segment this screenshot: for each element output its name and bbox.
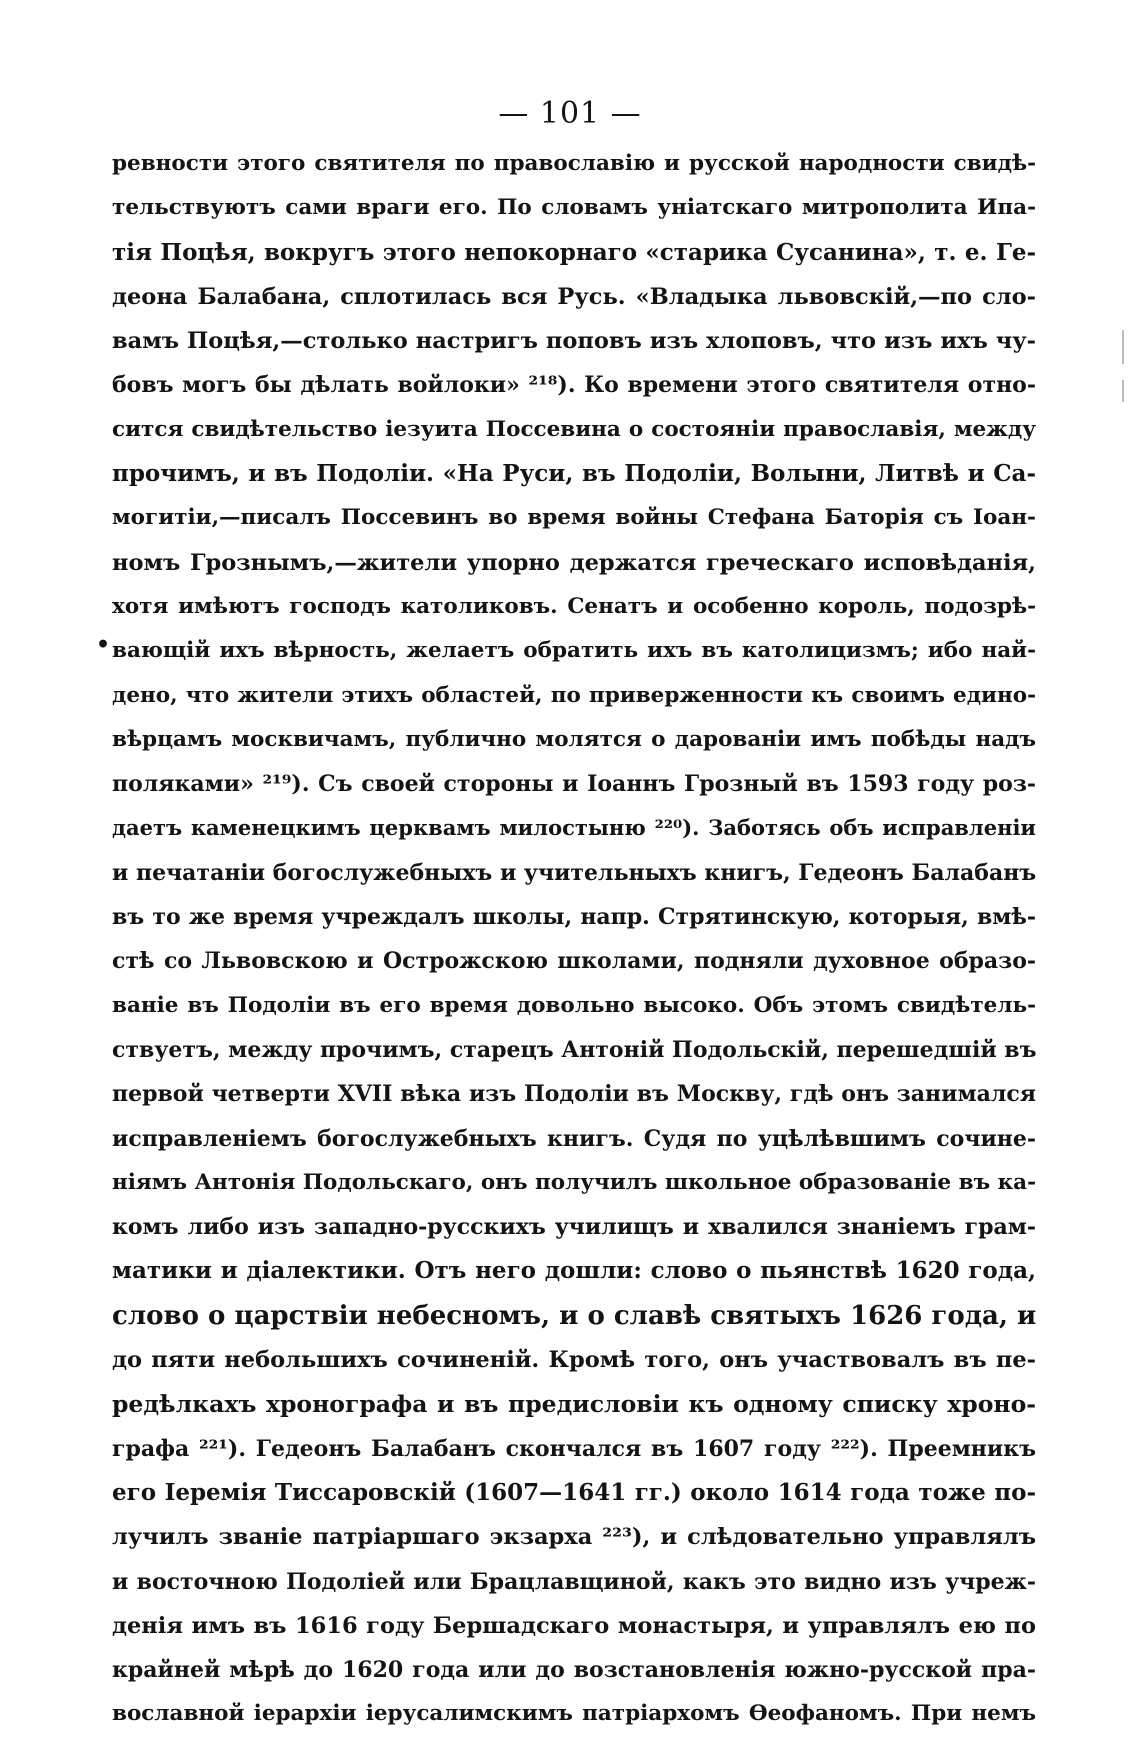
text-line: редѣлкахъ хронографа и въ предисловіи къ одному списку хроно- [112,1390,1036,1419]
text-line: матики и діалектики. Отъ него дошли: слово о пьянствѣ 1620 года, [112,1257,1036,1285]
page-edge-mark [1122,330,1124,364]
text-line: крайней мѣрѣ до 1620 года или до возстановленія южно-русской пра- [112,1657,1036,1684]
text-line: до пяти небольшихъ сочиненій. Кромѣ того, онъ участвовалъ въ пе- [112,1347,1036,1374]
text-line: графа ²²¹). Гедеонъ Балабанъ скончался въ 1607 году ²²²). Преемникъ [112,1435,1036,1462]
text-line: вающій ихъ вѣрность, желаетъ обратить ихъ въ католицизмъ; ибо най- [112,638,1036,664]
text-line: ревности этого святителя по православію и русской народности свидѣ- [112,151,1036,176]
text-line: вѣрцамъ москвичамъ, публично молятся о дарованіи имъ побѣды надъ [112,726,1036,752]
text-line: могитіи,—писалъ Поссевинъ во время войны Стефана Баторія съ Іоан- [112,505,1036,531]
text-line: стѣ со Львовскою и Острожскою школами, подняли духовное образо- [112,948,1036,975]
text-line: и восточною Подоліей или Брацлавщиной, какъ это видно изъ учреж- [112,1568,1036,1595]
page-edge-mark [1122,380,1124,402]
text-line: слово о царствіи небесномъ, и о славѣ святыхъ 1626 года, и [112,1300,1037,1331]
text-line: комъ либо изъ западно-русскихъ училищъ и хвалился знаніемъ грам- [112,1214,1036,1241]
text-line: исправленіемъ богослужебныхъ книгъ. Судя по уцѣлѣвшимъ сочине- [112,1125,1036,1152]
text-line: даетъ каменецкимъ церквамъ милостыню ²²⁰). Заботясь объ исправленіи [112,815,1036,841]
text-line: номъ Грознымъ,—жители упорно держатся греческаго исповѣданія, [112,549,1036,576]
text-line: бовъ могъ бы дѣлать войлоки» ²¹⁸). Ко времени этого святителя отно- [112,372,1036,399]
text-line: первой четверти XVII вѣка изъ Подоліи въ Москву, гдѣ онъ занимался [112,1081,1036,1108]
text-line: деона Балабана, сплотилась вся Русь. «Владыка львовскій,—по сло- [112,283,1036,310]
text-line: поляками» ²¹⁹). Съ своей стороны и Іоаннъ Грозный въ 1593 году роз- [112,771,1036,798]
text-line: дено, что жители этихъ областей, по приверженности къ своимъ едино- [112,682,1036,708]
text-line: тія Поцѣя, вокругъ этого непокорнаго «старика Сусанина», т. е. Ге- [112,238,1036,266]
text-line: ствуетъ, между прочимъ, старецъ Антоній Подольскій, перешедшій въ [112,1036,1037,1063]
text-line: и печатаніи богослужебныхъ и учительныхъ книгъ, Гедеонъ Балабанъ [112,859,1037,886]
text-line: денія имъ въ 1616 году Бершадскаго монастыря, и управлялъ ею по [112,1612,1036,1639]
text-line: лучилъ званіе патріаршаго экзарха ²²³), и слѣдовательно управлялъ [112,1524,1036,1551]
page-number: — 101 — [498,96,642,131]
text-line: хотя имѣютъ господъ католиковъ. Сенатъ и особенно король, подозрѣ- [112,593,1036,619]
text-line: тельствуютъ сами враги его. По словамъ уніатскаго митрополита Ипа- [112,195,1036,221]
margin-mark: • [96,632,111,658]
text-line: сится свидѣтельство іезуита Поссевина о состояніи православія, между [112,416,1036,442]
text-line: его Іеремія Тиссаровскій (1607—1641 гг.) около 1614 года тоже по- [112,1478,1036,1506]
text-line: ваніе въ Подоліи въ его время довольно высоко. Объ этомъ свидѣтель- [112,992,1036,1018]
text-line: вославной іерархіи іерусалимскимъ патріархомъ Ѳеофаномъ. При немъ [112,1701,1036,1727]
text-line: ніямъ Антонія Подольскаго, онъ получилъ школьное образованіе въ ка- [112,1169,1036,1195]
text-line: въ то же время учреждалъ школы, напр. Стрятинскую, которыя, вмѣ- [112,904,1036,931]
text-line: прочимъ, и въ Подоліи. «На Руси, въ Подоліи, Волыни, Литвѣ и Са- [112,460,1036,488]
text-line: вамъ Поцѣя,—столько настригъ поповъ изъ хлоповъ, что изъ ихъ чу- [112,328,1036,355]
body-text [112,142,1036,1737]
